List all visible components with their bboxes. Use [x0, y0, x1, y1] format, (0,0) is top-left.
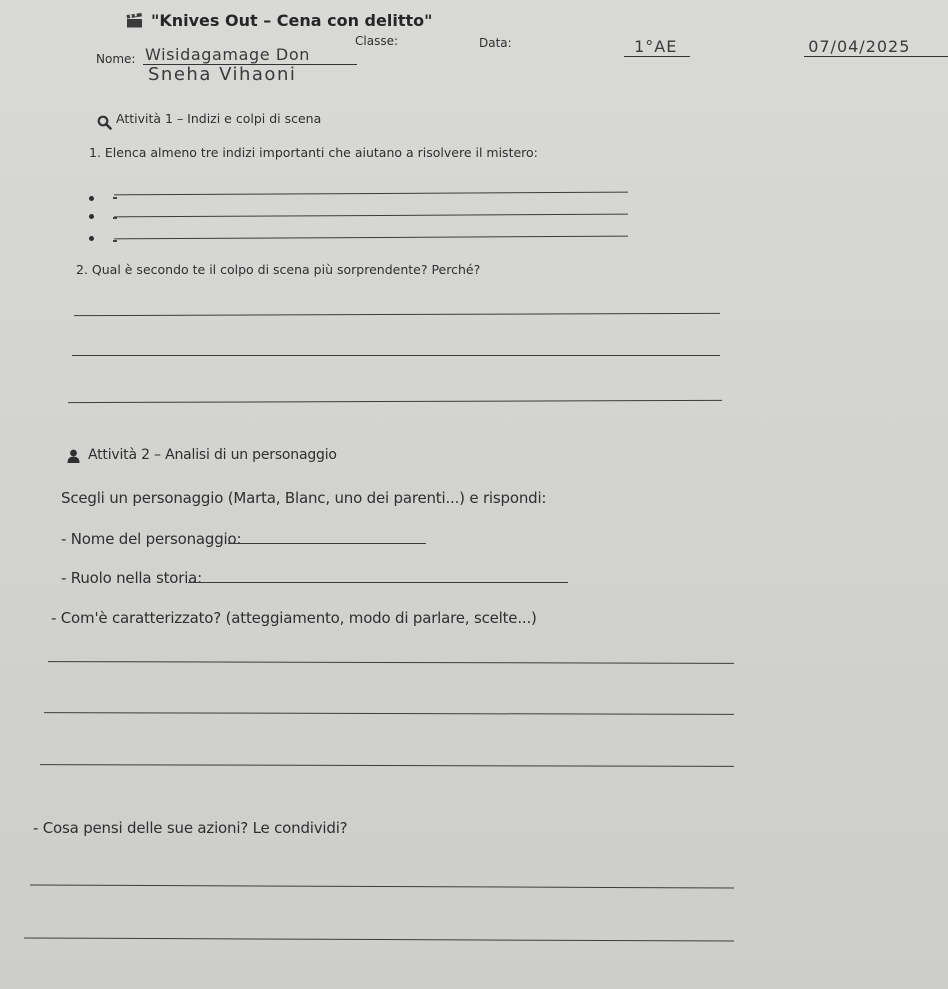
name-value: Wisidagamage Don: [145, 45, 310, 64]
character-name-label: - Nome del personaggio:: [61, 530, 242, 548]
class-value: 1°AE: [634, 37, 678, 56]
activity1-heading: Attività 1 – Indizi e colpi di scena: [116, 111, 322, 126]
answer-line-q2-2: [72, 355, 720, 356]
character-role-line: [188, 582, 568, 583]
class-label: Classe:: [355, 34, 398, 48]
class-field: [624, 36, 690, 57]
date-value: 07/04/2025: [808, 37, 911, 56]
magnifier-icon: [97, 115, 112, 130]
clapperboard-icon: [126, 14, 143, 28]
bullet-2: [89, 214, 94, 219]
answer-line-q2-3: [68, 400, 722, 403]
character-role-label: - Ruolo nella storia:: [61, 569, 203, 587]
answer-line-q1-1: [114, 192, 628, 196]
question-2: 2. Qual è secondo te il colpo di scena più sorprendente? Perché?: [76, 262, 481, 277]
date-label: Data:: [479, 36, 512, 50]
answer-line-q1-3: [114, 236, 628, 240]
activity2-intro: Scegli un personaggio (Marta, Blanc, uno dei parenti...) e rispondi:: [61, 489, 547, 507]
name-field: [143, 36, 357, 65]
bullet-3: [89, 236, 94, 241]
character-name-line: [228, 543, 426, 544]
name-label: Nome:: [96, 52, 136, 66]
answer-line-opinion-1: [30, 884, 734, 888]
answer-line-char-1: [48, 661, 734, 664]
answer-line-q2-1: [74, 313, 720, 316]
answer-line-q1-2: [114, 214, 628, 218]
answer-line-opinion-2: [24, 937, 734, 941]
bullet-dash-3: [113, 240, 117, 242]
bullet-1: [89, 196, 94, 201]
document-title: "Knives Out – Cena con delitto": [151, 11, 433, 30]
bullet-dash-1: [113, 197, 117, 199]
answer-line-char-2: [44, 712, 734, 715]
question-1: 1. Elenca almeno tre indizi importanti che aiutano a risolvere il mistero:: [89, 145, 538, 160]
character-description-question: - Com'è caratterizzato? (atteggiamento, modo di parlare, scelte...): [51, 609, 537, 627]
answer-line-char-3: [40, 764, 734, 767]
activity2-heading: Attività 2 – Analisi di un personaggio: [88, 447, 337, 463]
person-icon: [67, 449, 80, 463]
opinion-question: - Cosa pensi delle sue azioni? Le condividi?: [33, 819, 348, 837]
date-field: [804, 35, 948, 57]
name-value-line2: Sneha Vihaoni: [148, 64, 297, 85]
